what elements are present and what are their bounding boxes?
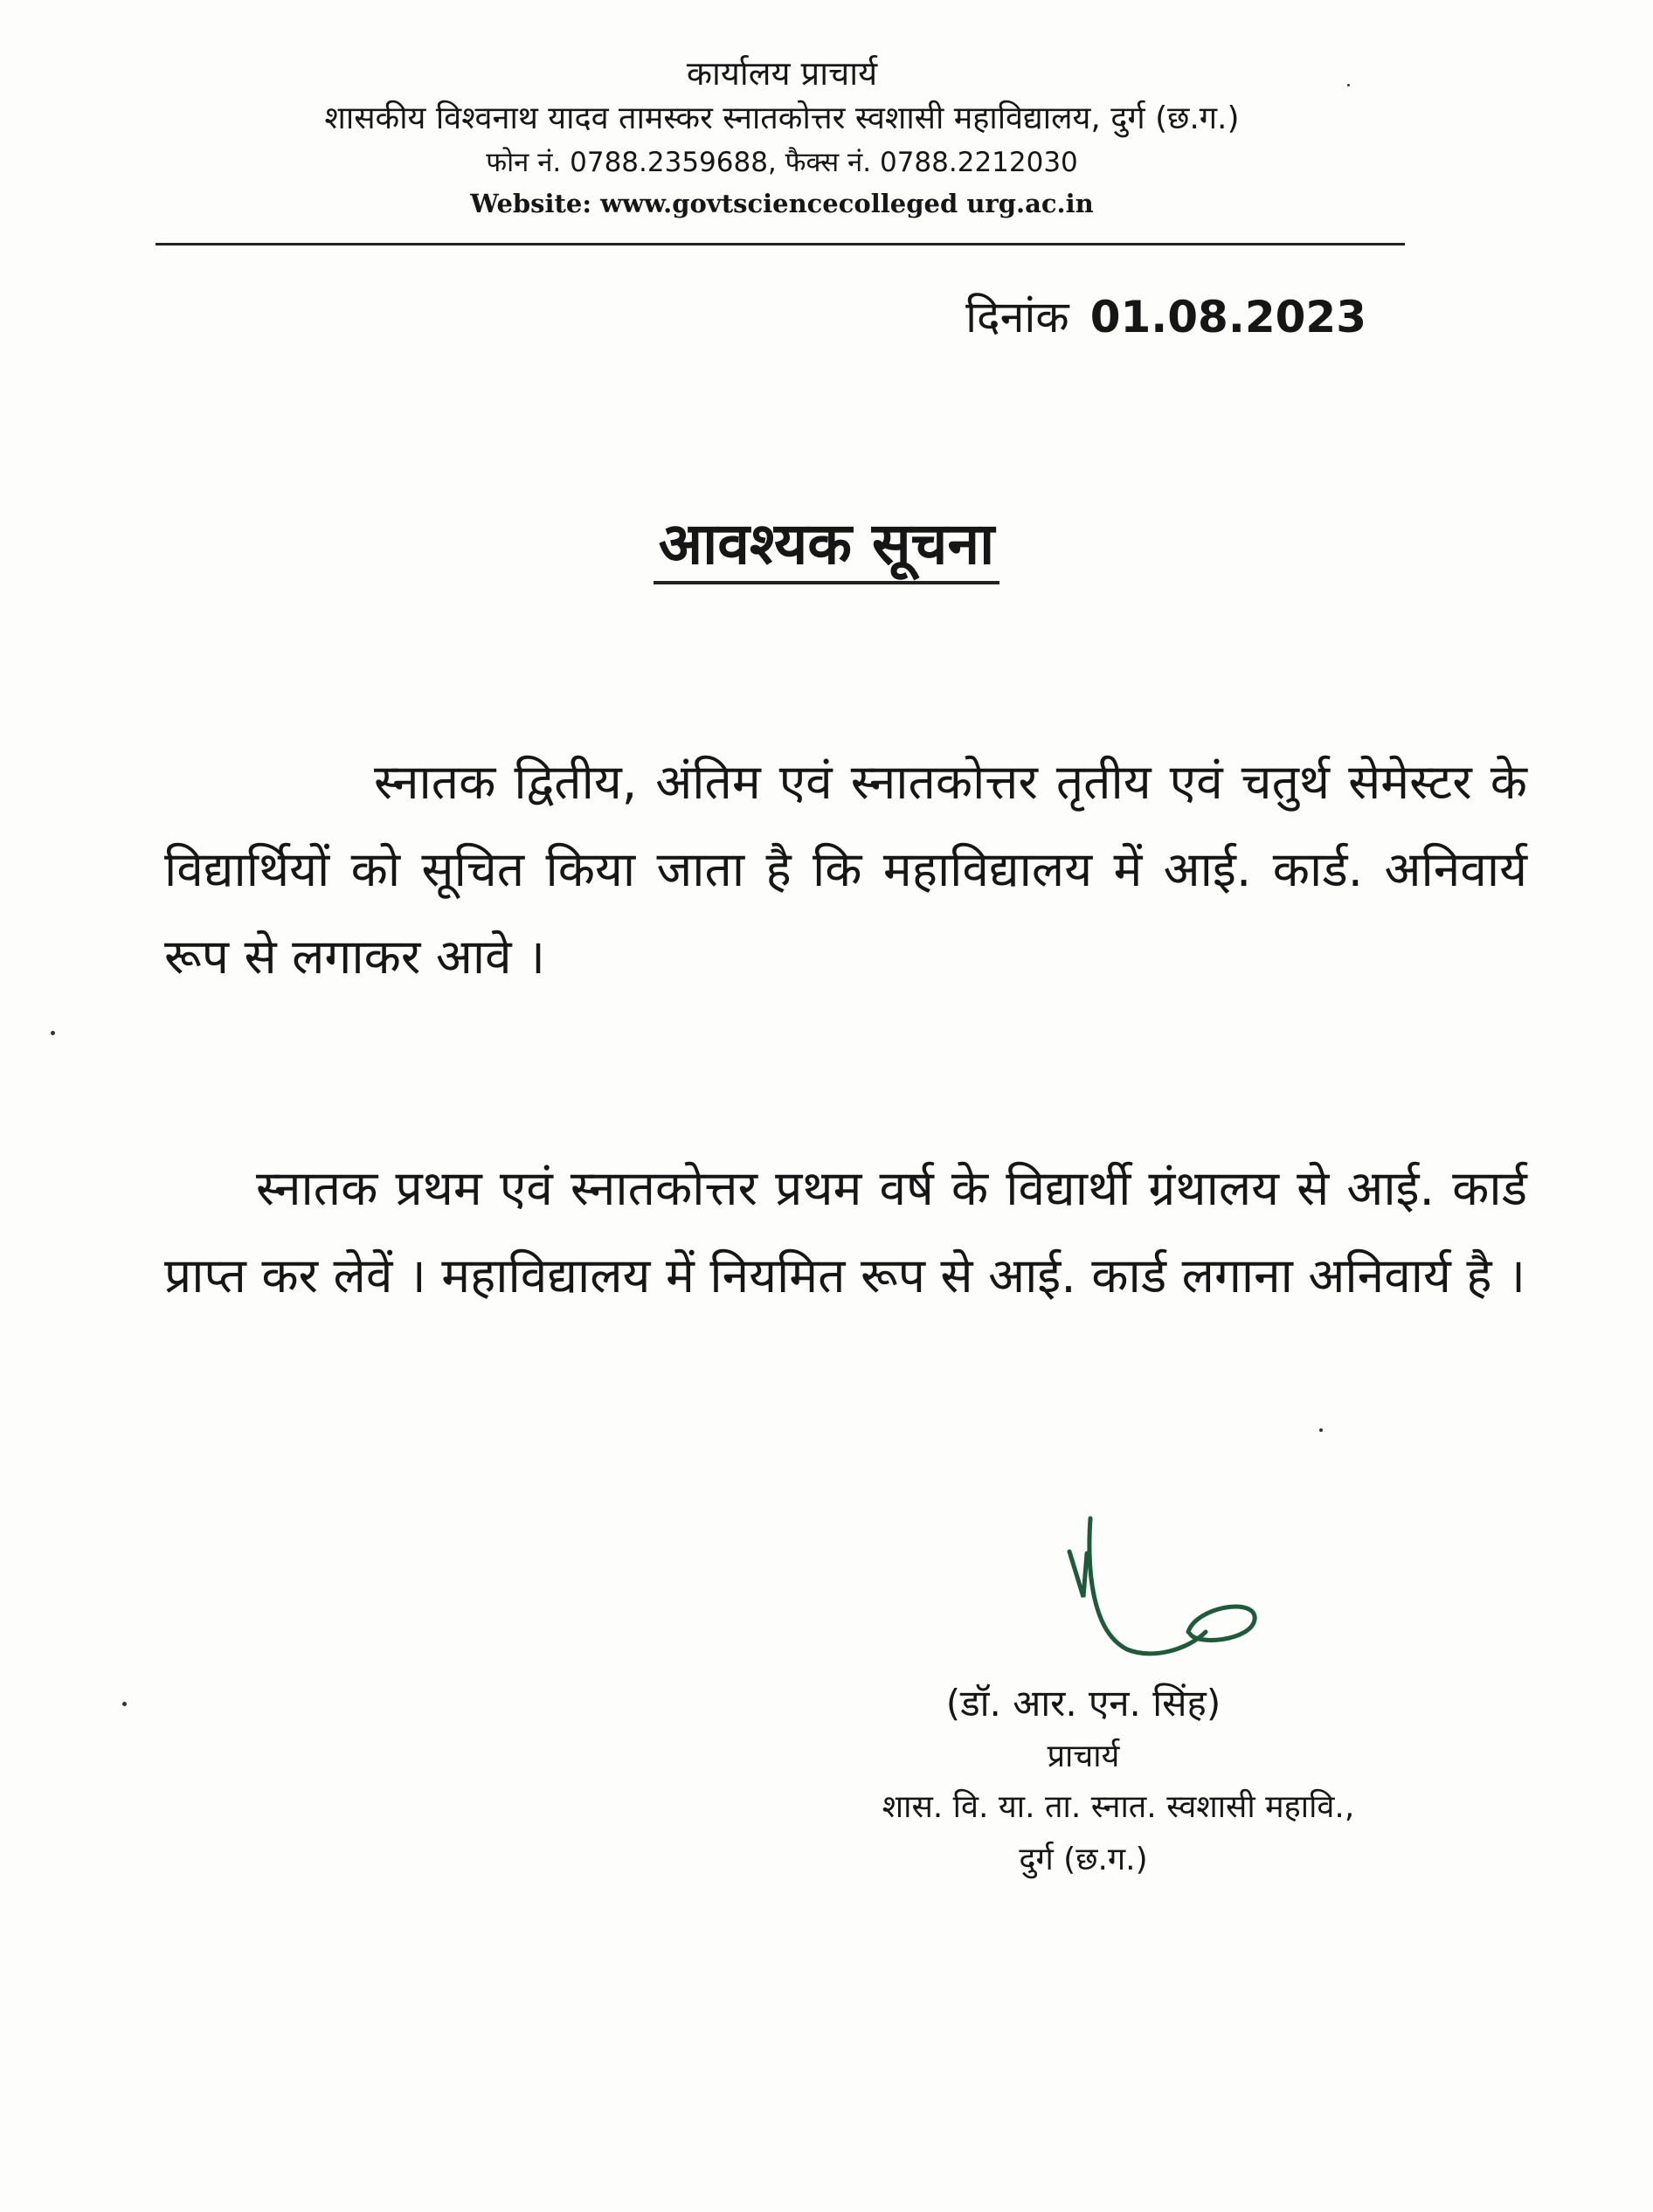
signatory-designation: प्राचार्य <box>1047 1738 1120 1774</box>
scan-speck <box>51 1031 55 1035</box>
signatory-name: (डॉ. आर. एन. सिंह) <box>945 1682 1221 1725</box>
notice-title <box>0 505 1653 584</box>
college-name: शासकीय विश्वनाथ यादव तामस्कर स्नातकोत्तर स्वशासी महाविद्यालय, दुर्ग (छ.ग.) <box>324 100 1240 136</box>
office-title: कार्यालय प्राचार्य <box>686 54 878 93</box>
notice-title-text: आवश्यक सूचना <box>654 510 999 584</box>
notice-paragraph-1: स्नातक द्वितीय, अंतिम एवं स्नातकोत्तर तृतीय एवं चतुर्थ सेमेस्टर के विद्यार्थियों को सूचित किया जाता है कि महाविद्यालय में आई. कार्ड. अनिवार्य रूप से लगाकर आवे । <box>164 754 1527 985</box>
letterhead <box>149 51 1415 224</box>
website-line: Website: www.govtsciencecolleged urg.ac.in <box>470 189 1094 218</box>
date-value: 01.08.2023 <box>1089 292 1366 342</box>
date-line <box>965 287 1366 348</box>
signatory-city: दुर्ग (छ.ग.) <box>1019 1842 1148 1877</box>
contact-line: फोन नं. 0788.2359688, फैक्स नं. 0788.2212030 <box>486 147 1078 178</box>
date-label: दिनांक <box>965 292 1069 342</box>
letterhead-divider <box>156 243 1405 245</box>
notice-paragraph-2: स्नातक प्रथम एवं स्नातकोत्तर प्रथम वर्ष के विद्यार्थी ग्रंथालय से आई. कार्ड प्राप्त कर लेवें । महाविद्यालय में नियमित रूप से आई. कार्ड लगाना अनिवार्य है । <box>164 1160 1527 1303</box>
scan-speck <box>1347 84 1350 86</box>
signature-mark <box>1057 1501 1267 1676</box>
scan-speck <box>122 1702 127 1706</box>
signatory-institution: शास. वि. या. ता. स्नात. स्वशासी महावि., <box>882 1789 1355 1825</box>
scan-speck <box>1319 1428 1323 1432</box>
